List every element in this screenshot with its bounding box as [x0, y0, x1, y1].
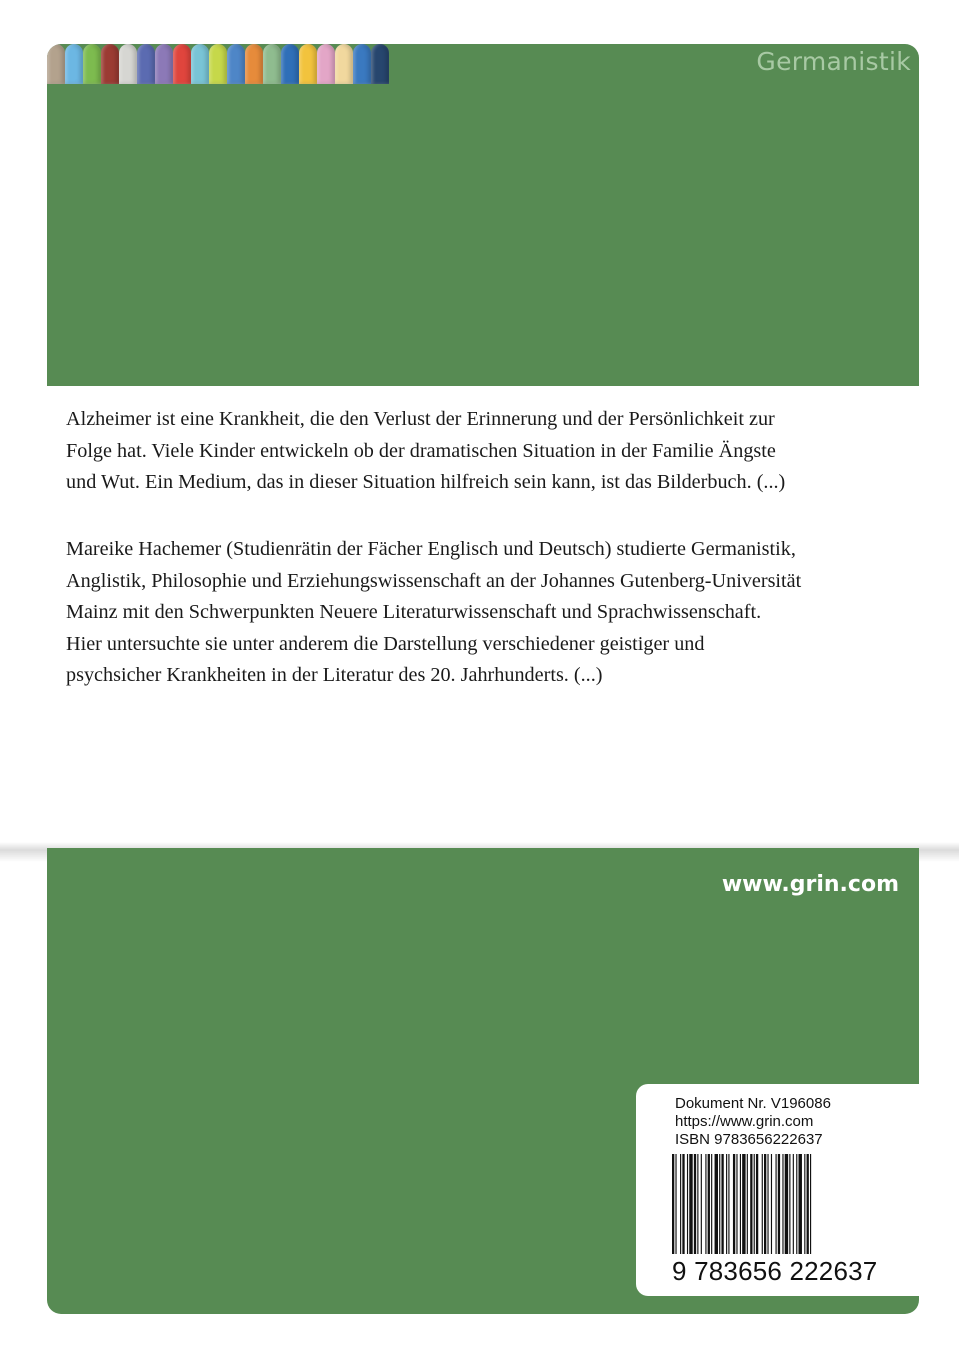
book-spine: [227, 44, 245, 84]
book-spines-decoration: [47, 44, 389, 84]
book-spine: [299, 44, 317, 84]
book-spine: [335, 44, 353, 84]
book-spine: [155, 44, 173, 84]
book-spine: [101, 44, 119, 84]
publisher-website[interactable]: www.grin.com: [721, 872, 899, 897]
abstract-line: Folge hat. Viele Kinder entwickeln ob der dramatischen Situation in der Familie Ängste: [66, 439, 776, 462]
book-spine: [83, 44, 101, 84]
cover-top-panel: [47, 44, 919, 386]
bio-line: Hier untersuchte sie unter anderem die Darstellung verschiedener geistiger und: [66, 632, 705, 655]
author-bio-text: [66, 534, 896, 692]
bio-line: psychsicher Krankheiten in der Literatur des 20. Jahrhunderts. (...): [66, 664, 603, 686]
bio-line: Anglistik, Philosophie und Erziehungswissenschaft an der Johannes Gutenberg-Universität: [66, 569, 802, 592]
book-spine: [137, 44, 155, 84]
document-number: Dokument Nr. V196086: [675, 1095, 831, 1112]
abstract-line: und Wut. Ein Medium, das in dieser Situation hilfreich sein kann, ist das Bilderbuch. (...): [66, 471, 786, 493]
book-spine: [173, 44, 191, 84]
abstract-line: Alzheimer ist eine Krankheit, die den Verlust der Erinnerung und der Persönlichkeit zur: [66, 408, 775, 430]
book-spine: [209, 44, 227, 84]
book-spine: [317, 44, 335, 84]
book-spine: [371, 44, 389, 84]
book-spine: [353, 44, 371, 84]
category-label: Germanistik: [756, 47, 911, 76]
isbn-text: ISBN 9783656222637: [675, 1131, 823, 1148]
book-spine: [65, 44, 83, 84]
book-spine: [191, 44, 209, 84]
book-spine: [263, 44, 281, 84]
publisher-url: https://www.grin.com: [675, 1113, 814, 1130]
book-spine: [47, 44, 65, 84]
bio-line: Mainz mit den Schwerpunkten Neuere Literaturwissenschaft und Sprachwissenschaft.: [66, 601, 762, 623]
book-spine: [245, 44, 263, 84]
barcode-label: [636, 1084, 919, 1296]
cover-bottom-panel: [47, 848, 919, 1314]
bio-line: Mareike Hachemer (Studienrätin der Fächer Englisch und Deutsch) studierte Germanistik,: [66, 538, 796, 560]
barcode-icon: [672, 1154, 900, 1254]
abstract-text: [66, 404, 896, 499]
book-spine: [281, 44, 299, 84]
barcode-digits: 9 783656 222637: [672, 1256, 878, 1286]
book-spine: [119, 44, 137, 84]
